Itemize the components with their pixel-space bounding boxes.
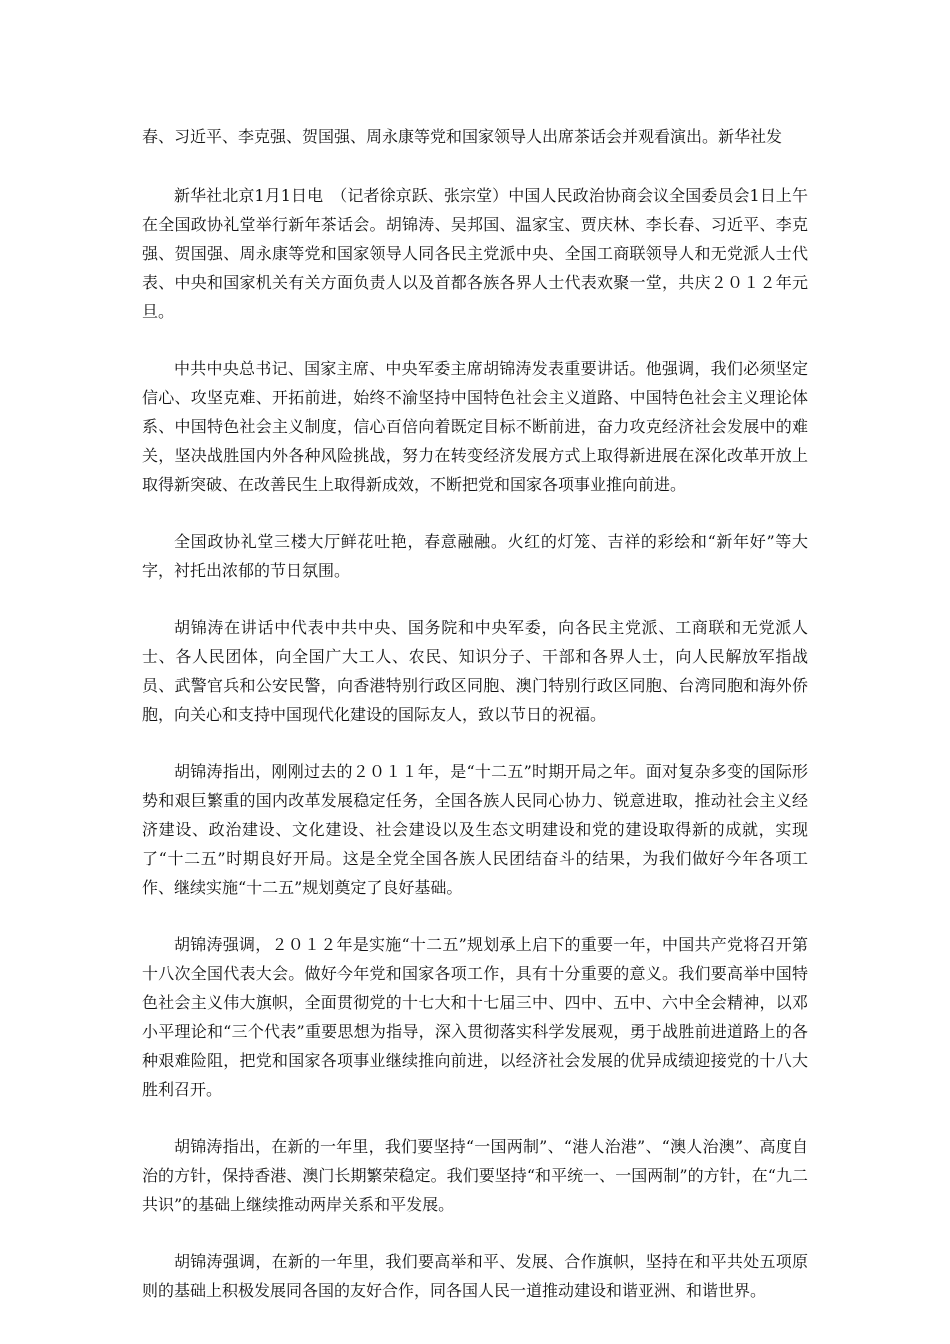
photo-caption: 春、习近平、李克强、贺国强、周永康等党和国家领导人出席茶话会并观看演出。新华社发	[142, 127, 783, 146]
paragraph-hk-macao-taiwan: 胡锦涛指出，在新的一年里，我们要坚持“一国两制”、“港人治港”、“澳人治澳”、高度自治的方针，保持香港、澳门长期繁荣稳定。我们要坚持“和平统一、一国两制”的方针，在“九二共识”的基础上继续推动两岸关系和平发展。	[142, 1137, 808, 1214]
paragraph-hall-scene: 全国政协礼堂三楼大厅鲜花吐艳，春意融融。火红的灯笼、吉祥的彩绘和“新年好”等大字，衬托出浓郁的节日氛围。	[142, 532, 808, 580]
document-body	[142, 122, 808, 1333]
paragraph-speech: 中共中央总书记、国家主席、中央军委主席胡锦涛发表重要讲话。他强调，我们必须坚定信心、攻坚克难、开拓前进，始终不渝坚持中国特色社会主义道路、中国特色社会主义理论体系、中国特色社会主义制度，信心百倍向着既定目标不断前进，奋力攻克经济社会发展中的难关，坚决战胜国内外各种风险挑战，努力在转变经济发展方式上取得新进展在深化改革开放上取得新突破、在改善民生上取得新成效，不断把党和国家各项事业推向前进。	[142, 359, 808, 494]
paragraph-greetings: 胡锦涛在讲话中代表中共中央、国务院和中央军委，向各民主党派、工商联和无党派人士、各人民团体，向全国广大工人、农民、知识分子、干部和各界人士，向人民解放军指战员、武警官兵和公安民警，向香港特别行政区同胞、澳门特别行政区同胞、台湾同胞和海外侨胞，向关心和支持中国现代化建设的国际友人，致以节日的祝福。	[142, 618, 808, 724]
paragraph-2012-outlook: 胡锦涛强调，２０１２年是实施“十二五”规划承上启下的重要一年，中国共产党将召开第十八次全国代表大会。做好今年党和国家各项工作，具有十分重要的意义。我们要高举中国特色社会主义伟大旗帜，全面贯彻党的十七大和十七届三中、四中、五中、六中全会精神，以邓小平理论和“三个代表”重要思想为指导，深入贯彻落实科学发展观，勇于战胜前进道路上的各种艰难险阻，把党和国家各项事业继续推向前进，以经济社会发展的优异成绩迎接党的十八大胜利召开。	[142, 935, 808, 1099]
paragraph-foreign-policy: 胡锦涛强调，在新的一年里，我们要高举和平、发展、合作旗帜，坚持在和平共处五项原则的基础上积极发展同各国的友好合作，同各国人民一道推动建设和谐亚洲、和谐世界。	[142, 1252, 808, 1300]
paragraph-2011-review: 胡锦涛指出，刚刚过去的２０１１年，是“十二五”时期开局之年。面对复杂多变的国际形势和艰巨繁重的国内改革发展稳定任务，全国各族人民同心协力、锐意进取，推动社会主义经济建设、政治建设、文化建设、社会建设以及生态文明建设和党的建设取得新的成就，实现了“十二五”时期良好开局。这是全党全国各族人民团结奋斗的结果，为我们做好今年各项工作、继续实施“十二五”规划奠定了良好基础。	[142, 762, 808, 897]
paragraph-lead: 新华社北京1月1日电 （记者徐京跃、张宗堂）中国人民政治协商会议全国委员会1日上午在全国政协礼堂举行新年茶话会。胡锦涛、吴邦国、温家宝、贾庆林、李长春、习近平、李克强、贺国强、周永康等党和国家领导人同各民主党派中央、全国工商联领导人和无党派人士代表、中央和国家机关有关方面负责人以及首都各族各界人士代表欢聚一堂，共庆２０１２年元旦。	[142, 186, 808, 321]
